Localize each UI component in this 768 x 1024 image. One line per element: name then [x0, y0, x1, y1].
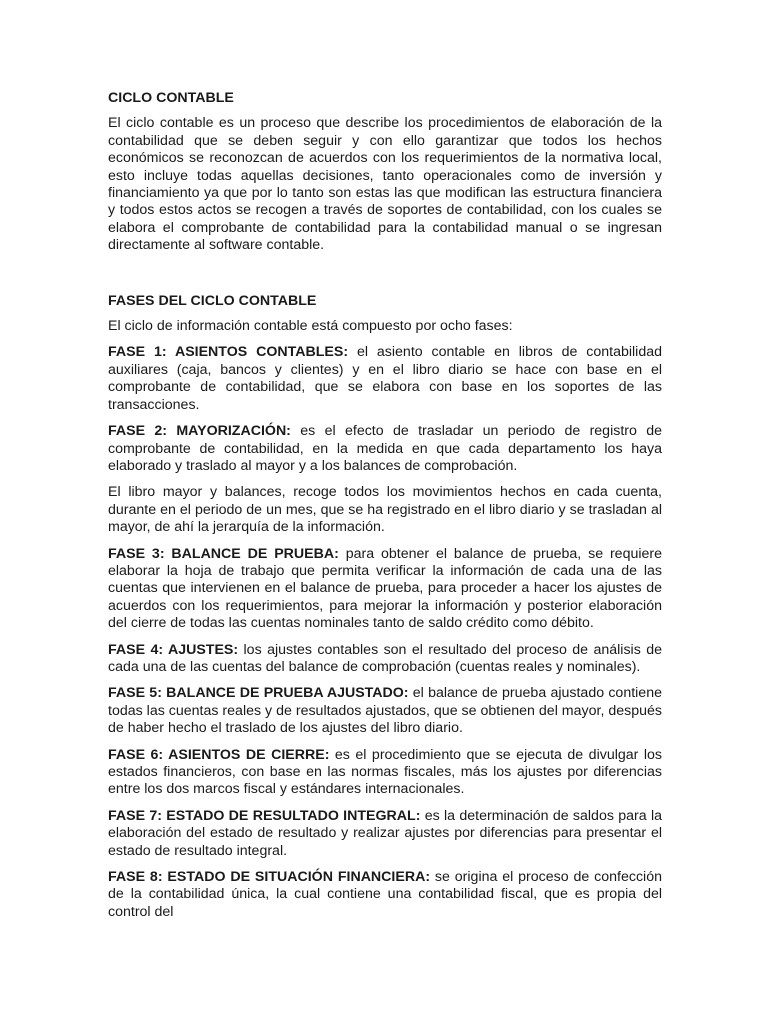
- phase-8-text: se origina el proceso de confección de la contabilidad única, la cual contiene una contabilidad fiscal, que es propia del control del: [108, 869, 662, 920]
- phase-3-title: FASE 3: BALANCE DE PRUEBA:: [108, 545, 339, 562]
- phases-heading: FASES DEL CICLO CONTABLE: [108, 292, 317, 309]
- phase-1-text: el asiento contable en libros de contabilidad auxiliares (caja, bancos y clientes) y en el libro diario se hace con base en el comprobante de contabilidad, que se elabora con base en los soportes de las transacciones.: [108, 344, 662, 413]
- phase-8-title: FASE 8: ESTADO DE SITUACIÓN FINANCIERA:: [108, 869, 431, 886]
- phase-1-title: FASE 1: ASIENTOS CONTABLES:: [108, 344, 349, 361]
- ledger-note-paragraph: El libro mayor y balances, recoge todos los movimientos hechos en cada cuenta, durante en el periodo de un mes, que se ha registrado en el libro diario y se trasladan al mayor, de ahí la jerarquía de la información.: [108, 484, 662, 536]
- phase-5-text: el balance de prueba ajustado contiene todas las cuentas reales y de resultados ajustados, que se obtienen del mayor, después de haber hecho el traslado de los ajustes del libro diario.: [108, 685, 662, 737]
- phase-6-text: es el procedimiento que se ejecuta de divulgar los estados financieros, con base en las normas fiscales, más los ajustes por diferencias entre los dos marcos fiscal y estándares internacionales.: [108, 746, 662, 798]
- phase-1-paragraph: [108, 344, 662, 414]
- phase-4-text: los ajustes contables son el resultado del proceso de análisis de cada una de las cuentas del balance de comprobación (cuentas reales y nominales).: [108, 641, 662, 675]
- phase-3-paragraph: [108, 546, 662, 633]
- phase-3-text: para obtener el balance de prueba, se requiere elaborar la hoja de trabajo que permita verificar la información de cada una de las cuentas que intervienen en el balance de prueba, para proceder a hacer los ajustes de acuerdos con los requerimientos, para mejorar la información y posterior elaboración del cierre de todas las cuentas nominales tanto de saldo crédito como débito.: [108, 545, 663, 632]
- document-page: [108, 90, 662, 930]
- phase-8-paragraph: [108, 869, 662, 921]
- phase-5-title: FASE 5: BALANCE DE PRUEBA AJUSTADO:: [108, 685, 409, 702]
- phase-4-title: FASE 4: AJUSTES:: [108, 641, 239, 658]
- phase-2-paragraph: [108, 423, 662, 475]
- phase-2-text: es el efecto de trasladar un periodo de registro de comprobante de contabilidad, en la medida en que cada departamento los haya elaborado y traslado al mayor y a los balances de comprobación.: [108, 423, 662, 474]
- phase-5-paragraph: [108, 685, 662, 737]
- phase-7-text: es la determinación de saldos para la elaboración del estado de resultado y realizar ajustes por diferencias para presentar el estado de resultado integral.: [108, 807, 662, 859]
- document-title: CICLO CONTABLE: [108, 90, 234, 106]
- phase-4-paragraph: [108, 642, 662, 677]
- phase-2-title: FASE 2: MAYORIZACIÓN:: [108, 423, 291, 440]
- phases-intro-paragraph: El ciclo de información contable está compuesto por ocho fases:: [108, 318, 513, 335]
- phase-6-title: FASE 6: ASIENTOS DE CIERRE:: [108, 746, 330, 763]
- intro-paragraph: El ciclo contable es un proceso que describe los procedimientos de elaboración de la contabilidad que se deben seguir y con ello garantizar que todos los hechos económicos se reconozcan de acuerdos con los requerimientos de la normativa local, esto incluye todas aquellas decisiones, tanto operacionales como de inversión y financiamiento ya que por lo tanto son estas las que modifican las estructura financiera y todos estos actos se recogen a través de soportes de contabilidad, con los cuales se elabora el comprobante de contabilidad para la contabilidad manual o se ingresan directamente al software contable.: [108, 115, 662, 254]
- phase-6-paragraph: [108, 747, 662, 799]
- phase-7-title: FASE 7: ESTADO DE RESULTADO INTEGRAL:: [108, 807, 421, 824]
- phase-7-paragraph: [108, 808, 662, 860]
